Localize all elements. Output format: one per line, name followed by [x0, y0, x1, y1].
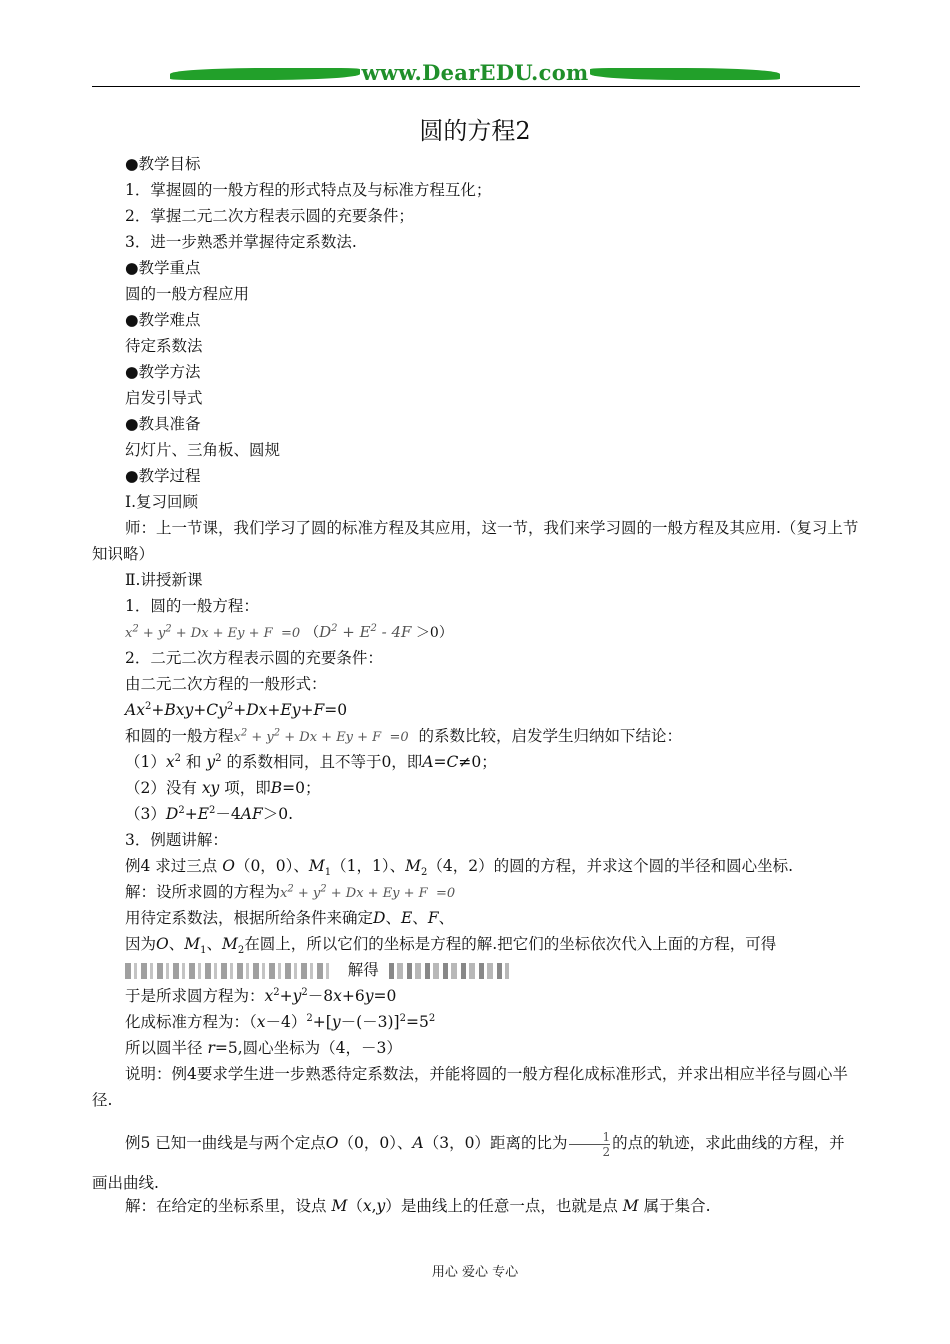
quadratic-general-form: $Ax^2+Bxy+Cy^2+Dx+Ey+F=0$: [125, 700, 348, 719]
radius-center-line: 所以圆半径 r=5,圆心坐标为（4，－3）: [125, 1039, 402, 1057]
new-lesson-heading: Ⅱ.讲授新课: [125, 571, 203, 589]
banner-swoosh-left: [170, 68, 360, 80]
section-heading-tools: ●教具准备: [125, 415, 201, 433]
conclusion-2: （2）没有 xy 项，即B=0；: [125, 779, 321, 797]
standard-form-line: 化成标准方程为：$(x-4)^2+[y-(-3)]^2=5^2$: [125, 1012, 436, 1031]
general-equation-formula: $x^2 + y^2 + Dx + Ey + F =0$ $(D^2 + E^2 - 4F >0)$: [125, 623, 453, 641]
fraction-one-half: $\frac{1}{2}$: [569, 1130, 610, 1159]
brand-logo-text: www.DearEDU.com: [361, 60, 589, 85]
difficulty-text: 待定系数法: [125, 337, 203, 355]
example-4-solution-start: 解：设所求圆的方程为$x^2 + y^2 + Dx + Ey + F =0$: [125, 883, 456, 901]
review-heading: Ⅰ.复习回顾: [125, 493, 199, 511]
section-heading-key: ●教学重点: [125, 259, 201, 277]
equation-system-line: 解得: [125, 960, 509, 980]
section-heading-difficulty: ●教学难点: [125, 311, 201, 329]
header-rule: [92, 86, 860, 87]
solution-values-image: [389, 963, 509, 979]
site-banner: [170, 62, 780, 86]
example-4-statement: 例4 求过三点 O（0，0）、$M_1(1$，1）、$M_2(4$，2）的圆的方程，并求这个圆的半径和圆心坐标.: [125, 857, 794, 879]
tools-text: 幻灯片、三角板、圆规: [125, 441, 281, 459]
goal-item-1: 1．掌握圆的一般方程的形式特点及与标准方程互化；: [125, 181, 492, 199]
general-form-intro: 由二元二次方程的一般形式：: [125, 675, 327, 693]
coefficient-compare-line: 和圆的一般方程$x^2 + y^2 + Dx + Ey + F =0$ 的系数比较，启发学生归纳如下结论：: [125, 727, 683, 745]
examples-heading: 3．例题讲解：: [125, 831, 228, 849]
goal-item-2: 2．掌握二元二次方程表示圆的充要条件；: [125, 207, 414, 225]
key-text: 圆的一般方程应用: [125, 285, 250, 303]
review-paragraph: 师：上一节课，我们学习了圆的标准方程及其应用，这一节，我们来学习圆的一般方程及其应用.（复习上节知识略）: [92, 519, 859, 563]
section-heading-method: ●教学方法: [125, 363, 201, 381]
general-equation-heading: 1．圆的一般方程：: [125, 597, 259, 615]
method-text: 启发引导式: [125, 389, 203, 407]
undetermined-coefficient-line: 用待定系数法，根据所给条件来确定D、E、F、: [125, 909, 455, 927]
banner-swoosh-right: [590, 68, 780, 80]
goal-item-3: 3．进一步熟悉并掌握待定系数法.: [125, 233, 357, 251]
conclusion-1: $(1)x^2$ 和 $y^2$ 的系数相同，且不等于0，即A=C≠0；: [125, 752, 497, 771]
section-heading-goals: ●教学目标: [125, 155, 201, 173]
example-5-solution-start: 解：在给定的坐标系里，设点 M（x,y）是曲线上的任意一点，也就是点 M 属于集合.: [125, 1197, 711, 1215]
equation-system-image: [125, 963, 333, 979]
page-footer: 用心 爱心 专心: [431, 1265, 519, 1280]
condition-heading: 2．二元二次方程表示圆的充要条件：: [125, 649, 383, 667]
result-equation: 于是所求圆方程为：$x^2+y^2-8x+6y=0$: [125, 986, 397, 1005]
page-title: 圆的方程2: [419, 117, 531, 145]
example-5-statement: 例5 已知一曲线是与两个定点O（0，0）、A（3，0）距离的比为 $\frac{1}{2}$ 的点的轨迹，求此曲线的方程，并画出曲线.: [92, 1129, 845, 1192]
substitution-line: 因为O、$M_1$、$M_2$在圆上，所以它们的坐标是方程的解.把它们的坐标依次代入上面的方程，可得: [125, 935, 777, 957]
conclusion-3: $(3)D^2+E^2-4AF>0$.: [125, 804, 294, 823]
section-heading-process: ●教学过程: [125, 467, 201, 485]
note-paragraph: 说明：例4要求学生进一步熟悉待定系数法，并能将圆的一般方程化成标准形式，并求出相应半径与圆心半径.: [92, 1065, 848, 1109]
